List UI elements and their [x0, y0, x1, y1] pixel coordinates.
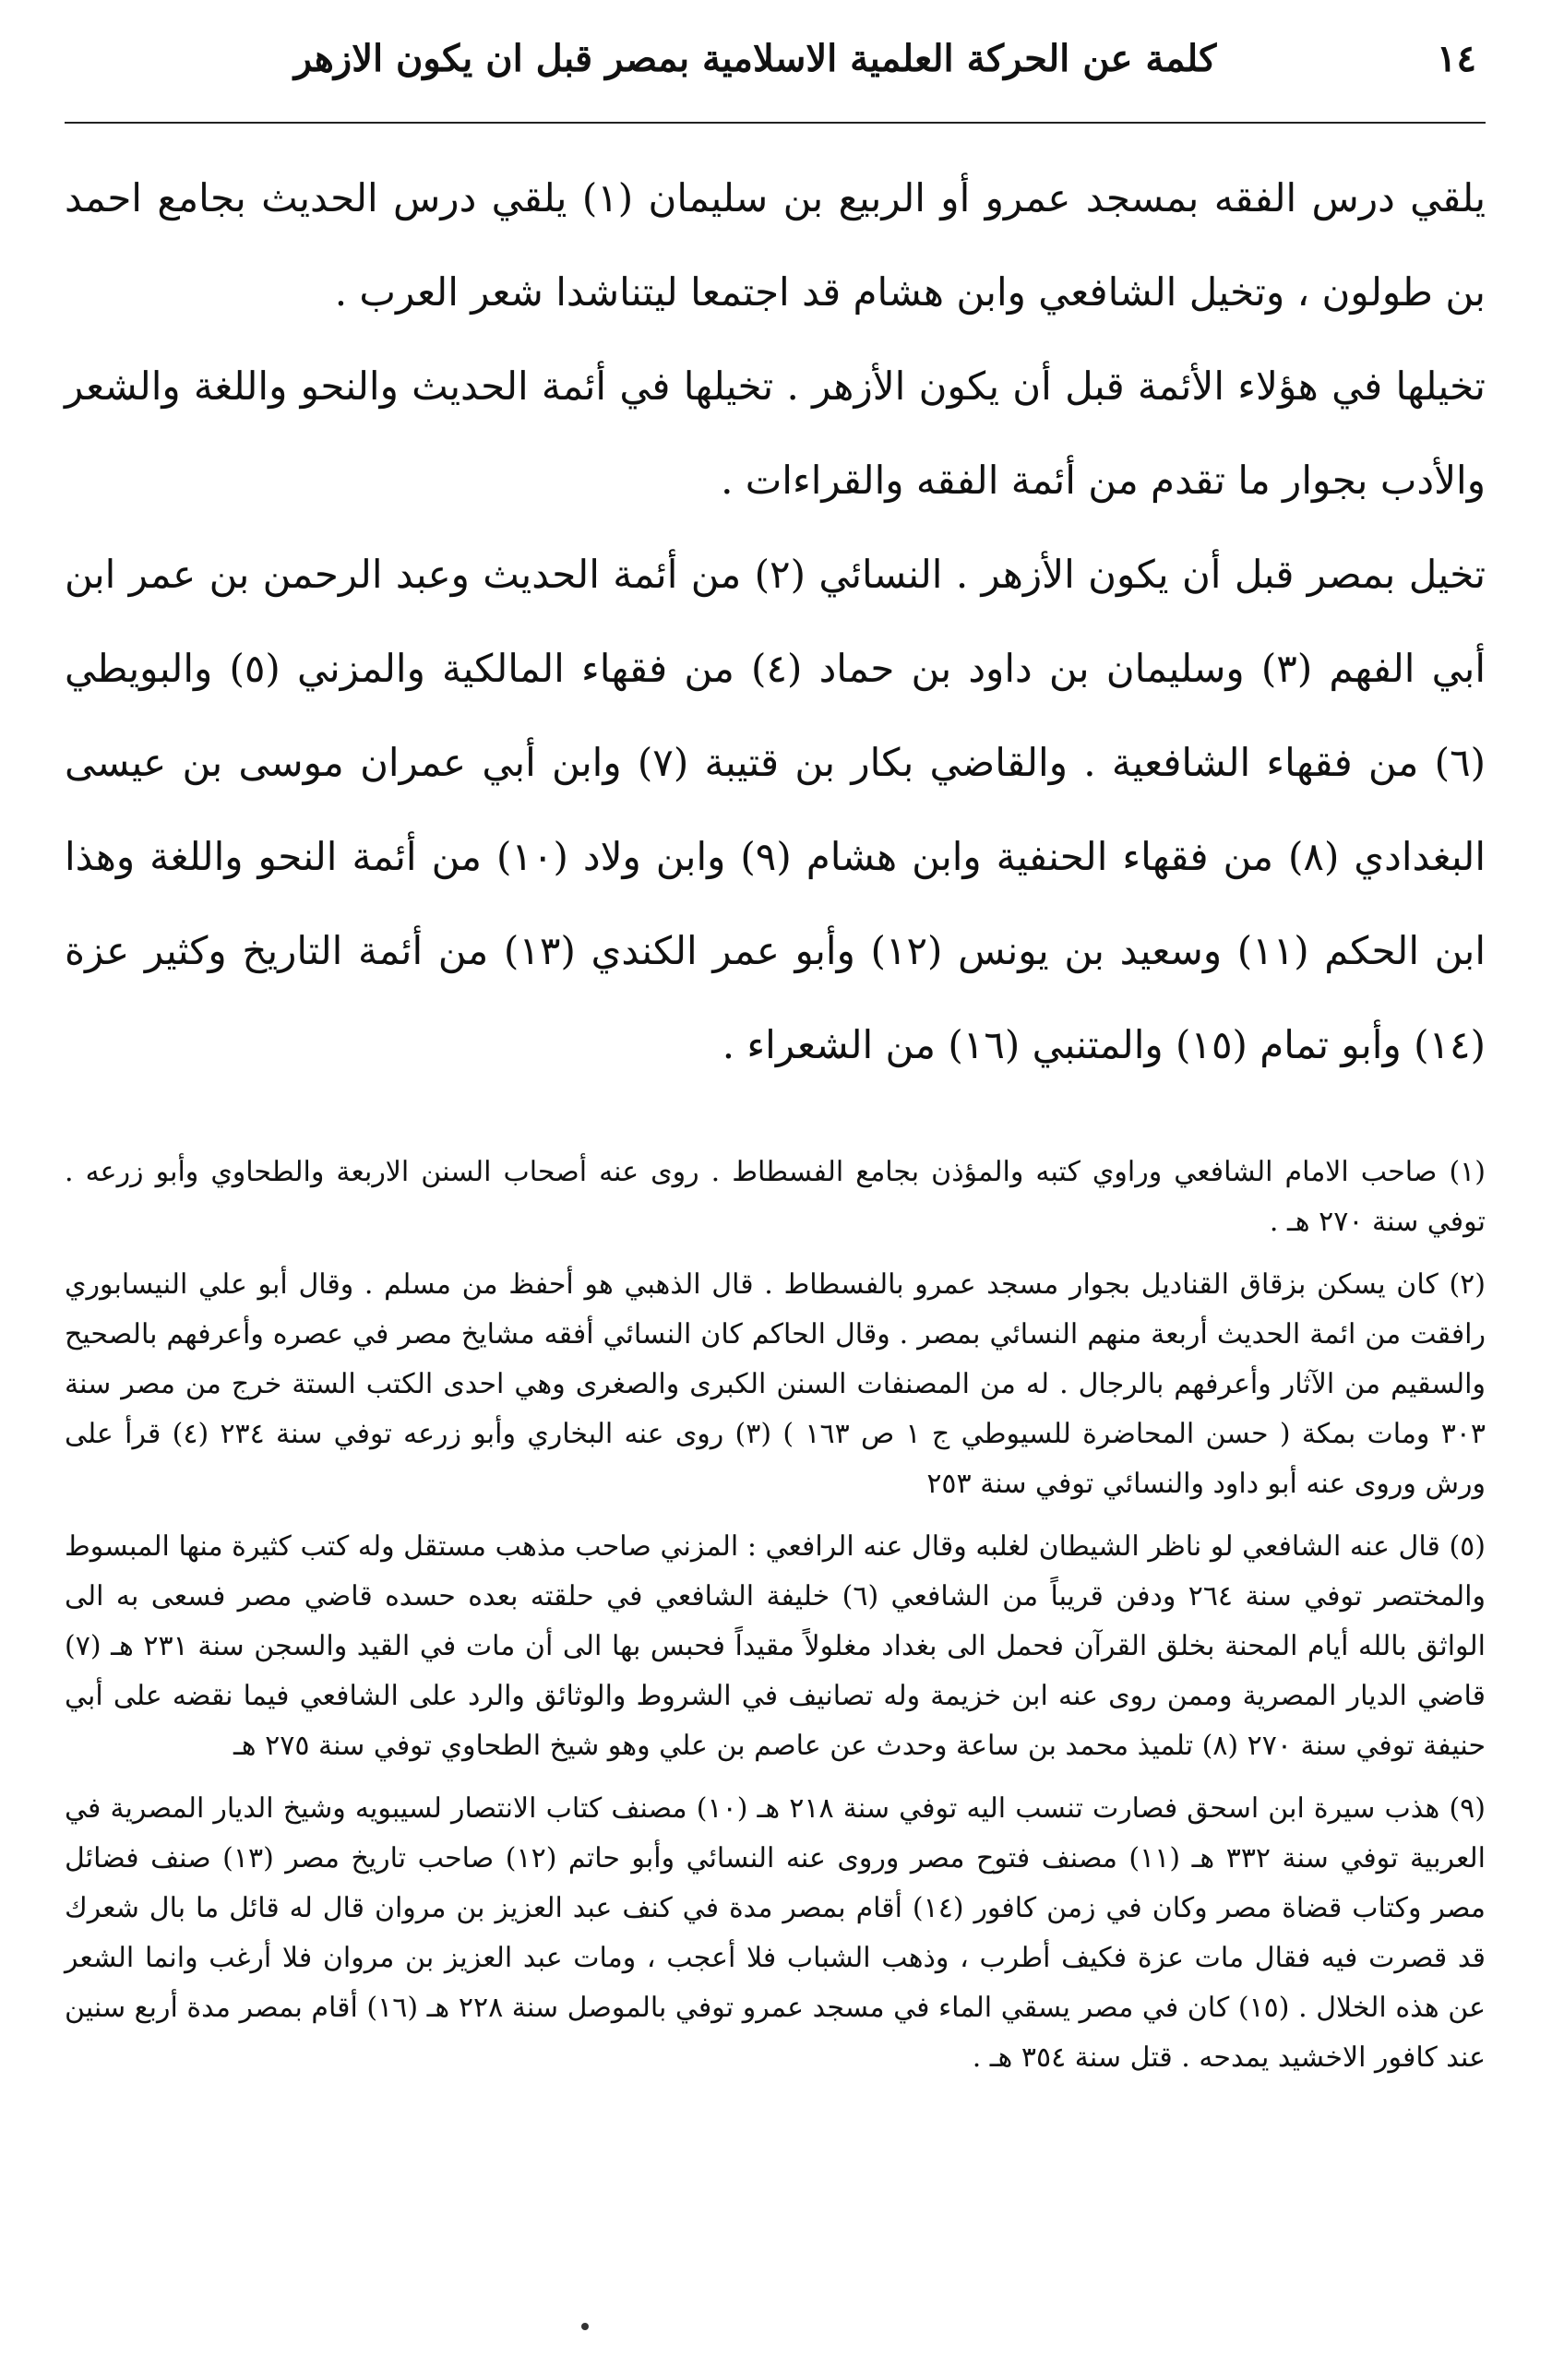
- footnote: (١) صاحب الامام الشافعي وراوي كتبه والمؤذن بجامع الفسطاط . روى عنه أصحاب السنن الاربعة والطحاوي وأبو زرعه . توفي سنة ٢٧٠ هـ .: [65, 1156, 1486, 1238]
- main-text: [65, 151, 1486, 1092]
- book-page: [65, 37, 1486, 2343]
- header-divider: [65, 122, 1486, 124]
- paragraph: تخيلها في هؤلاء الأئمة قبل أن يكون الأزهر . تخيلها في أئمة الحديث والنحو واللغة والشعر والأدب بجوار ما تقدم من أئمة الفقه والقراءات .: [65, 363, 1486, 503]
- running-title: كلمة عن الحركة العلمية الاسلامية بمصر قبل ان يكون الازهر: [293, 37, 1217, 80]
- running-head: [65, 37, 1486, 111]
- paragraph: تخيل بمصر قبل أن يكون الأزهر . النسائي (٢) من أئمة الحديث وعبد الرحمن بن عمر ابن أبي الفهم (٣) وسليمان بن داود بن حماد (٤) من فقهاء المالكية والمزني (٥) والبويطي (٦) من فقهاء الشافعية . والقاضي بكار بن قتيبة (٧) وابن أبي عمران موسى بن عيسى البغدادي (٨) من فقهاء الحنفية وابن هشام (٩) وابن ولاد (١٠) من أئمة النحو واللغة وهذا ابن الحكم (١١) وسعيد بن يونس (١٢) وأبو عمر الكندي (١٣) من أئمة التاريخ وكثير عزة (١٤) وأبو تمام (١٥) والمتنبي (١٦) من الشعراء .: [65, 552, 1486, 1067]
- paragraph: يلقي درس الفقه بمسجد عمرو أو الربيع بن سليمان (١) يلقي درس الحديث بجامع احمد بن طولون ، وتخيل الشافعي وابن هشام قد اجتمعا ليتناشدا شعر العرب .: [65, 175, 1486, 315]
- footnotes: [65, 1148, 1486, 2083]
- footnote: (٢) كان يسكن بزقاق القناديل بجوار مسجد عمرو بالفسطاط . قال الذهبي هو أحفظ من مسلم . وقال أبو علي النيسابوري رافقت من ائمة الحديث أربعة منهم النسائي بمصر . وقال الحاكم كان النسائي أفقه مشايخ مصر في عصره وأعرفهم بالصحيح والسقيم من الآثار وأعرفهم بالرجال . له من المصنفات السنن الكبرى والصغرى وهي احدى الكتب الستة خرج من مصر سنة ٣٠٣ ومات بمكة ( حسن المحاضرة للسيوطي ج ١ ص ١٦٣ ) (٣) روى عنه البخاري وأبو زرعه توفي سنة ٢٣٤ (٤) قرأ على ورش وروى عنه أبو داود والنسائي توفي سنة ٢٥٣: [65, 1268, 1486, 1500]
- footnote: (٥) قال عنه الشافعي لو ناظر الشيطان لغلبه وقال عنه الرافعي : المزني صاحب مذهب مستقل وله كتب كثيرة منها المبسوط والمختصر توفي سنة ٢٦٤ ودفن قريباً من الشافعي (٦) خليفة الشافعي في حلقته بعده حسده قاضي مصر فسعى به الى الواثق بالله أيام المحنة بخلق القرآن فحمل الى بغداد مغلولاً مقيداً فحبس بها الى أن مات في القيد والسجن سنة ٢٣١ هـ (٧) قاضي الديار المصرية وممن روى عنه ابن خزيمة وله تصانيف في الشروط والوثائق والرد على الشافعي فيما نقضه على أبي حنيفة توفي سنة ٢٧٠ (٨) تلميذ محمد بن ساعة وحدث عن عاصم بن علي وهو شيخ الطحاوي توفي سنة ٢٧٥ هـ: [65, 1530, 1486, 1762]
- footnote: (٩) هذب سيرة ابن اسحق فصارت تنسب اليه توفي سنة ٢١٨ هـ (١٠) مصنف كتاب الانتصار لسيبويه وشيخ الديار المصرية في العربية توفي سنة ٣٣٢ هـ (١١) مصنف فتوح مصر وروى عنه النسائي وأبو حاتم (١٢) صاحب تاريخ مصر (١٣) صنف فضائل مصر وكتاب قضاة مصر وكان في زمن كافور (١٤) أقام بمصر مدة في كنف عبد العزيز بن مروان قال له قائل ما بال شعرك قد قصرت فيه فقال مات عزة فكيف أطرب ، وذهب الشباب فلا أعجب ، ومات عبد العزيز بن مروان فلا أرغب وانما الشعر عن هذه الخلال . (١٥) كان في مصر يسقي الماء في مسجد عمرو توفي بالموصل سنة ٢٢٨ هـ (١٦) أقام بمصر مدة أربع سنين عند كافور الاخشيد يمدحه . قتل سنة ٣٥٤ هـ .: [65, 1792, 1486, 2074]
- page-number: ١٤: [1437, 37, 1476, 80]
- ink-dot: [581, 2323, 589, 2330]
